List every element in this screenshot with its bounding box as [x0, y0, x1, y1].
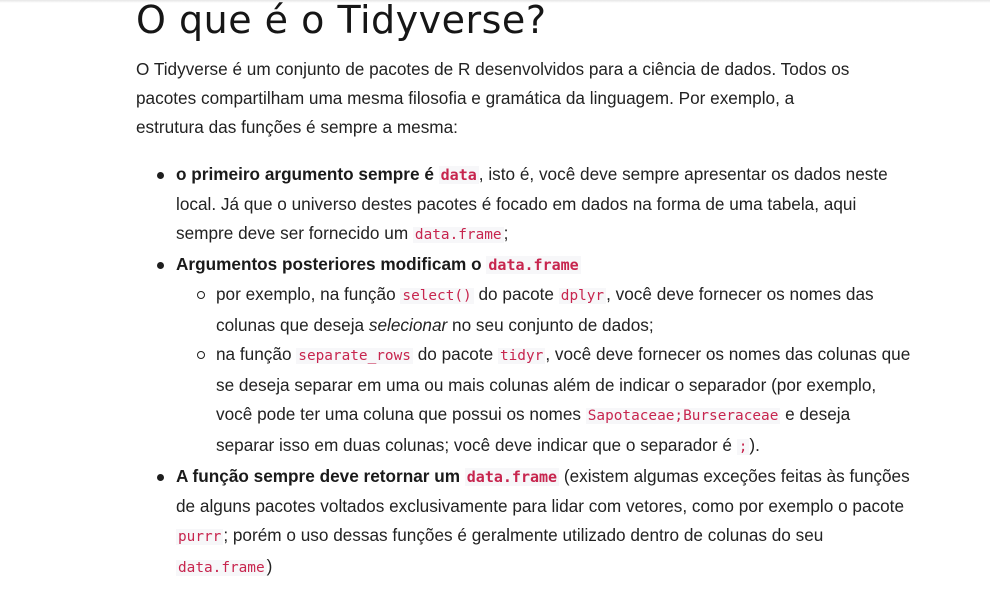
sub-list: [176, 280, 911, 462]
inline-code: data.frame: [178, 560, 265, 576]
emphasis-text: selecionar: [368, 315, 448, 335]
page-title: O que é o Tidyverse?: [136, 0, 547, 42]
inline-code: select(): [402, 288, 472, 304]
inline-code: ;: [738, 439, 748, 455]
intro-paragraph: O Tidyverse é um conjunto de pacotes de R desenvolvidos para a ciência de dados. Todos os pacotes compartilham uma mesma filosofia e gramática da linguagem. Por exemplo, a estrutura das funções é sempre a mesma:: [136, 59, 850, 137]
list-item-return-dataframe: A função sempre deve retornar um data.frame (existem algumas exceções feitas às funções de alguns pacotes voltados exclusivamente para lidar com vetores, como por exemplo o pacote purrr ; porém o uso dessas funções é geralmente utilizado dentro de colunas do seu data.frame ): [176, 462, 911, 583]
sub-item-separate-rows: na função separate_rows do pacote tidyr , você deve fornecer os nomes das colunas que se deseja separar em uma ou mais colunas além de indicar o separador (por exemplo, você pode ter uma coluna que possui os nomes Sapotaceae;Burseraceae e deseja separar isso em duas colunas; você deve indicar que o separador é ; ).: [216, 340, 911, 462]
inline-code: data.frame: [488, 256, 579, 274]
inline-code: dplyr: [560, 288, 605, 304]
inline-code: tidyr: [499, 348, 544, 364]
inline-code: data.frame: [414, 227, 502, 243]
inline-code: Sapotaceae;Burseraceae: [587, 408, 779, 424]
list-item-posterior-arguments: [176, 250, 911, 462]
rules-list: [136, 160, 911, 583]
item-bold-text: o primeiro argumento sempre é data: [176, 164, 477, 184]
inline-code: purrr: [178, 529, 222, 545]
inline-code: data: [440, 166, 477, 184]
sub-item-select: por exemplo, na função select() do pacote dplyr , você deve fornecer os nomes das colunas que deseja selecionar no seu conjunto de dados;: [216, 280, 911, 340]
inline-code: separate_rows: [298, 348, 411, 364]
item-bold-text: Argumentos posteriores modificam o data.frame: [176, 254, 579, 274]
inline-code: data.frame: [466, 468, 558, 486]
list-item-first-argument: o primeiro argumento sempre é data , isto é, você deve sempre apresentar os dados neste local. Já que o universo destes pacotes é focado em dados na forma de uma tabela, aqui sempre deve ser fornecido um data.frame ;: [176, 160, 911, 250]
item-bold-text: A função sempre deve retornar um data.frame: [176, 466, 558, 486]
